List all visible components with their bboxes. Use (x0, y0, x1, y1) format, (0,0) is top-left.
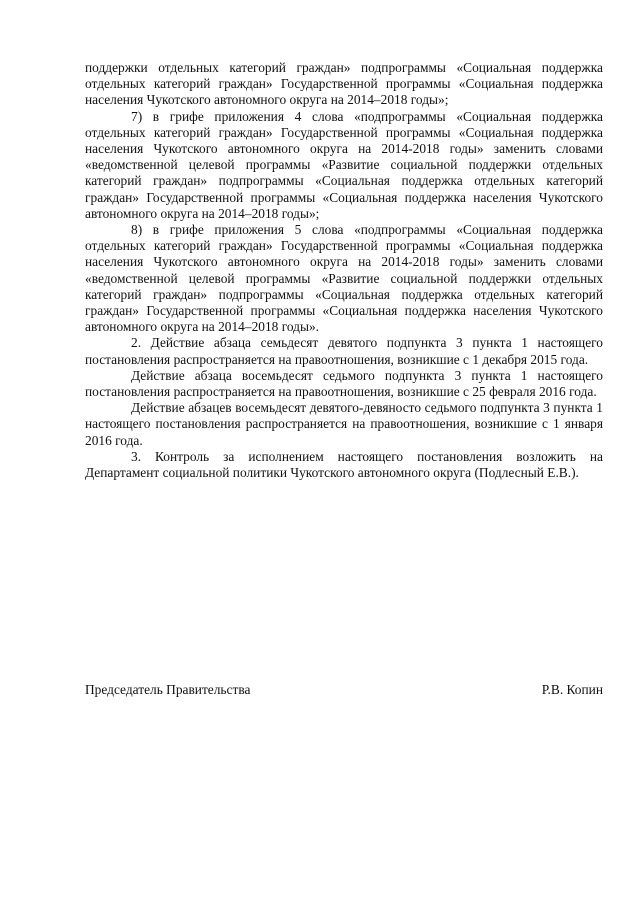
document-body (85, 60, 603, 481)
paragraph-point-2: 2. Действие абзаца семьдесят девятого подпункта 3 пункта 1 настоящего постановления распространяется на правоотношения, возникшие с 1 декабря 2015 года. (85, 335, 603, 367)
paragraph-continuation: поддержки отдельных категорий граждан» подпрограммы «Социальная поддержка отдельных категорий граждан» Государственной программы «Социальная поддержка населения Чукотского автономного округа на 2014–2018 годы»; (85, 60, 603, 108)
paragraph-item-7: 7) в грифе приложения 4 слова «подпрограммы «Социальная поддержка отдельных категорий граждан» Государственной программы «Социальная поддержка населения Чукотского автономного округа на 2014-2018 годы» заменить словами «ведомственной целевой программы «Развитие социальной поддержки отдельных категорий граждан» подпрограммы «Социальная поддержка отдельных категорий граждан» Государственной программы «Социальная поддержка населения Чукотского автономного округа на 2014–2018 годы»; (85, 108, 603, 221)
paragraph-point-2-feb: Действие абзаца восемьдесят седьмого подпункта 3 пункта 1 настоящего постановления распространяется на правоотношения, возникшие с 25 февраля 2016 года. (85, 367, 603, 400)
paragraph-item-8: 8) в грифе приложения 5 слова «подпрограммы «Социальная поддержка отдельных категорий граждан» Государственной программы «Социальная поддержка населения Чукотского автономного округа на 2014-2018 годы» заменить словами «ведомственной целевой программы «Развитие социальной поддержки отдельных категорий граждан» подпрограммы «Социальная поддержка отдельных категорий граждан» Государственной программы «Социальная поддержка населения Чукотского автономного округа на 2014–2018 годы». (85, 222, 603, 335)
signatory-position: Председатель Правительства (85, 682, 251, 697)
signatory-name: Р.В. Копин (541, 682, 603, 697)
paragraph-point-2-jan: Действие абзацев восемьдесят девятого-девяносто седьмого подпункта 3 пункта 1 настоящего постановления распространяется на правоотношения, возникшие с 1 января 2016 года. (85, 400, 603, 448)
signature-block (85, 682, 603, 700)
paragraph-point-3: 3. Контроль за исполнением настоящего постановления возложить на Департамент социальной политики Чукотского автономного округа (Подлесный Е.В.). (85, 448, 603, 481)
